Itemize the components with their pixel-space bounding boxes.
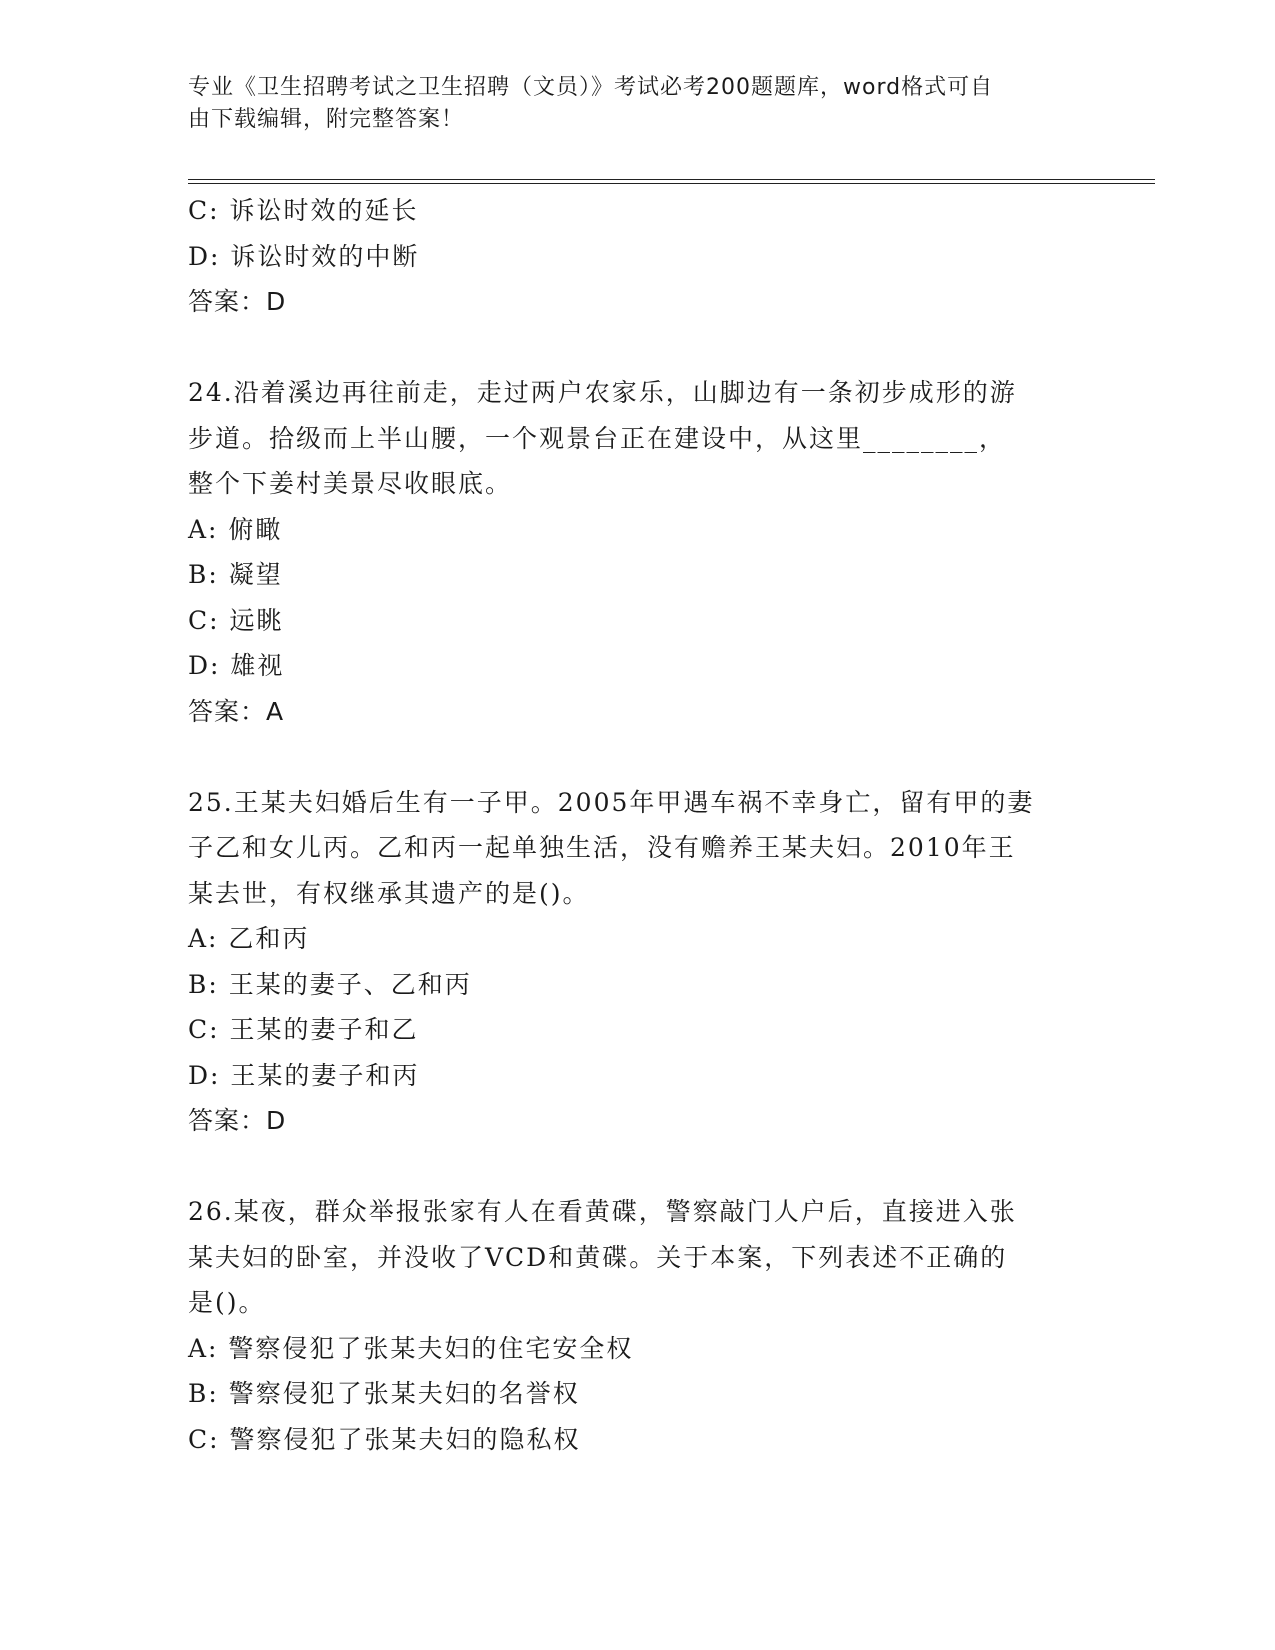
option-d: D: 雄视 <box>188 651 285 680</box>
header-line-1: 专业《卫生招聘考试之卫生招聘（文员）》考试必考200题题库，word格式可自 <box>188 75 994 100</box>
spacer <box>188 1144 1088 1190</box>
header-rule-bottom <box>188 183 1155 184</box>
option-a: A: 警察侵犯了张某夫妇的住宅安全权 <box>188 1333 634 1363</box>
header-rule-top <box>188 179 1155 180</box>
question-stem-line: 25.王某夫妇婚后生有一子甲。2005年甲遇车祸不幸身亡，留有甲的妻 <box>188 787 1035 817</box>
option-b: B: 凝望 <box>188 560 283 589</box>
question-stem-line: 24.沿着溪边再往前走，走过两户农家乐，山脚边有一条初步成形的游 <box>188 378 1017 407</box>
question-stem-line: 某夫妇的卧室，并没收了VCD和黄碟。关于本案，下列表述不正确的 <box>188 1242 1008 1272</box>
header-line-2: 由下载编辑，附完整答案！ <box>188 107 465 132</box>
question-stem-line: 某去世，有权继承其遗产的是()。 <box>188 878 590 908</box>
question-25 <box>188 780 1088 1144</box>
option-c: C: 警察侵犯了张某夫妇的隐私权 <box>188 1424 581 1454</box>
spacer <box>188 325 1088 371</box>
option-a: A: 俯瞰 <box>188 514 283 544</box>
question-stem-line: 步道。拾级而上半山腰，一个观景台正在建设中，从这里________， <box>188 423 1007 453</box>
option-c: C: 王某的妻子和乙 <box>188 1015 419 1044</box>
option-b: B: 警察侵犯了张某夫妇的名誉权 <box>188 1379 580 1408</box>
question-23 <box>188 188 1088 325</box>
question-26 <box>188 1189 1088 1462</box>
question-stem-line: 26.某夜，群众举报张家有人在看黄碟，警察敲门人户后，直接进入张 <box>188 1197 1017 1226</box>
answer-text: 答案：D <box>188 287 287 316</box>
spacer <box>188 734 1088 780</box>
question-24 <box>188 370 1088 734</box>
option-c: C: 远眺 <box>188 605 284 635</box>
document-header <box>188 72 1088 136</box>
question-stem-line: 子乙和女儿丙。乙和丙一起单独生活，没有赡养王某夫妇。2010年王 <box>188 833 1016 862</box>
question-content <box>188 188 1088 1462</box>
option-d: D: 诉讼时效的中断 <box>188 241 420 271</box>
question-stem-line: 整个下姜村美景尽收眼底。 <box>188 469 513 498</box>
option-c: C: 诉讼时效的延长 <box>188 196 419 225</box>
answer-text: 答案：D <box>188 1106 287 1135</box>
option-b: B: 王某的妻子、乙和丙 <box>188 969 472 999</box>
question-stem-line: 是()。 <box>188 1288 266 1317</box>
option-d: D: 王某的妻子和丙 <box>188 1060 420 1090</box>
answer-text: 答案：A <box>188 696 285 726</box>
option-a: A: 乙和丙 <box>188 924 310 953</box>
